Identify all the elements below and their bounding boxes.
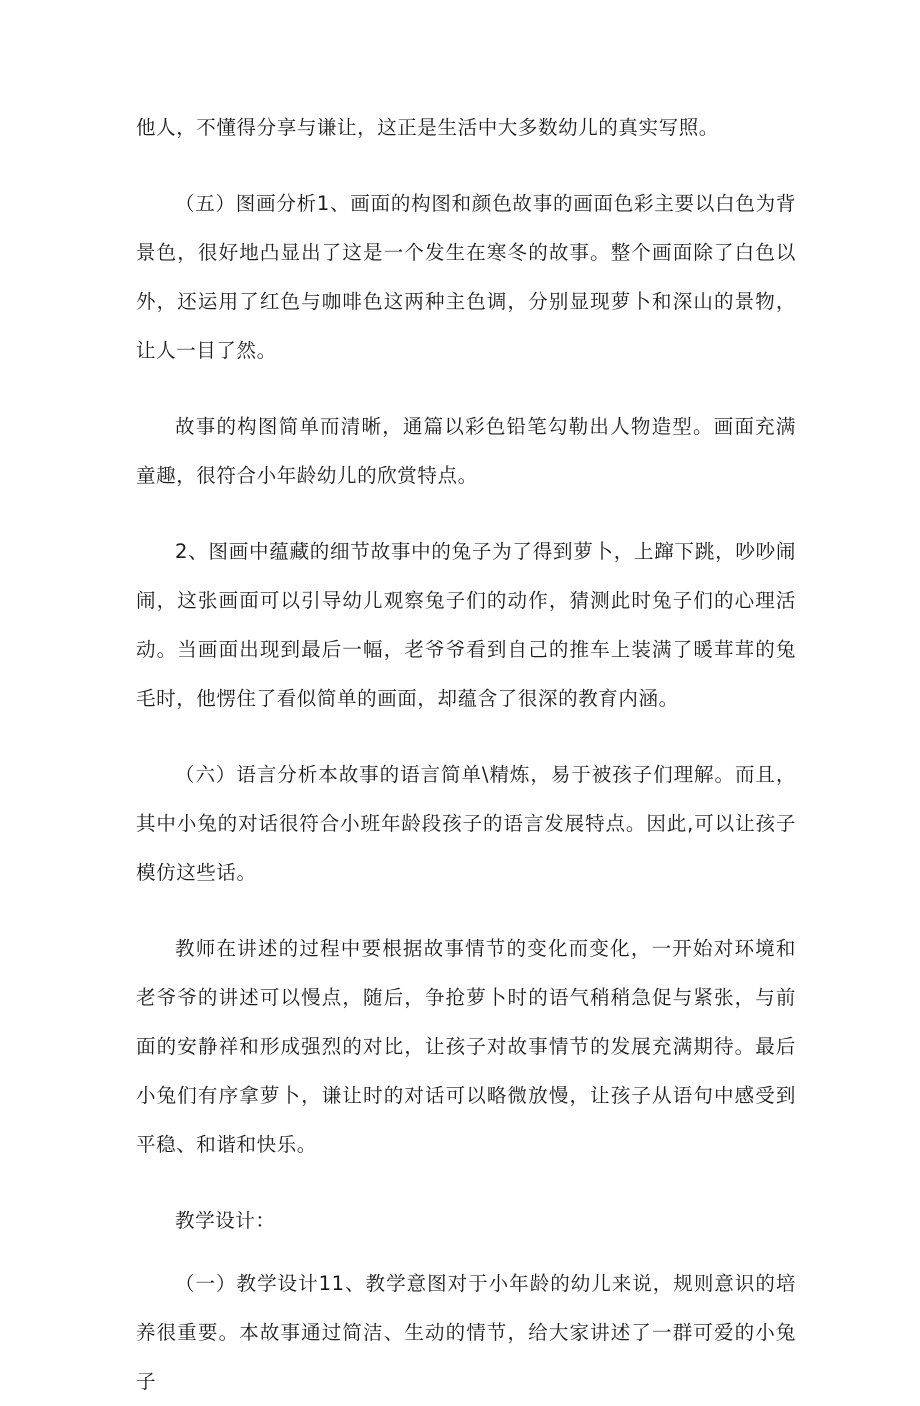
paragraph-picture-details: 2、图画中蕴藏的细节故事中的兔子为了得到萝卜，上蹿下跳，吵吵闹闹，这张画面可以引导幼儿观察兔子们的动作，猜测此时兔子们的心理活动。当画面出现到最后一幅，老爷爷看到自己的推车上装满了暖茸茸的兔毛时，他愣住了看似简单的画面，却蕴含了很深的教育内涵。	[136, 540, 796, 710]
paragraph-continuation: 他人，不懂得分享与谦让，这正是生活中大多数幼儿的真实写照。	[136, 116, 719, 139]
paragraph-composition: 故事的构图简单而清晰，通篇以彩色铅笔勾勒出人物造型。画面充满童趣，很符合小年龄幼儿的欣赏特点。	[136, 415, 796, 487]
section-heading-teaching-design: 教学设计：	[175, 1209, 276, 1232]
paragraph-teacher-narration: 教师在讲述的过程中要根据故事情节的变化而变化，一开始对环境和老爷爷的讲述可以慢点，随后，争抢萝卜时的语气稍稍急促与紧张，与前面的安静祥和形成强烈的对比，让孩子对故事情节的发展充满期待。最后小兔们有序拿萝卜，谦让时的对话可以略微放慢，让孩子从语句中感受到平稳、和谐和快乐。	[136, 937, 796, 1156]
paragraph-teaching-design-intent: （一）教学设计11、教学意图对于小年龄的幼儿来说，规则意识的培养很重要。本故事通过简洁、生动的情节，给大家讲述了一群可爱的小兔子	[136, 1272, 796, 1393]
paragraph-picture-analysis: （五）图画分析1、画面的构图和颜色故事的画面色彩主要以白色为背景色，很好地凸显出了这是一个发生在寒冬的故事。整个画面除了白色以外，还运用了红色与咖啡色这两种主色调，分别显现萝卜和深山的景物，让人一目了然。	[136, 192, 796, 362]
paragraph-language-analysis: （六）语言分析本故事的语言简单\精炼，易于被孩子们理解。而且，其中小兔的对话很符合小班年龄段孩子的语言发展特点。因此,可以让孩子模仿这些话。	[136, 763, 796, 884]
